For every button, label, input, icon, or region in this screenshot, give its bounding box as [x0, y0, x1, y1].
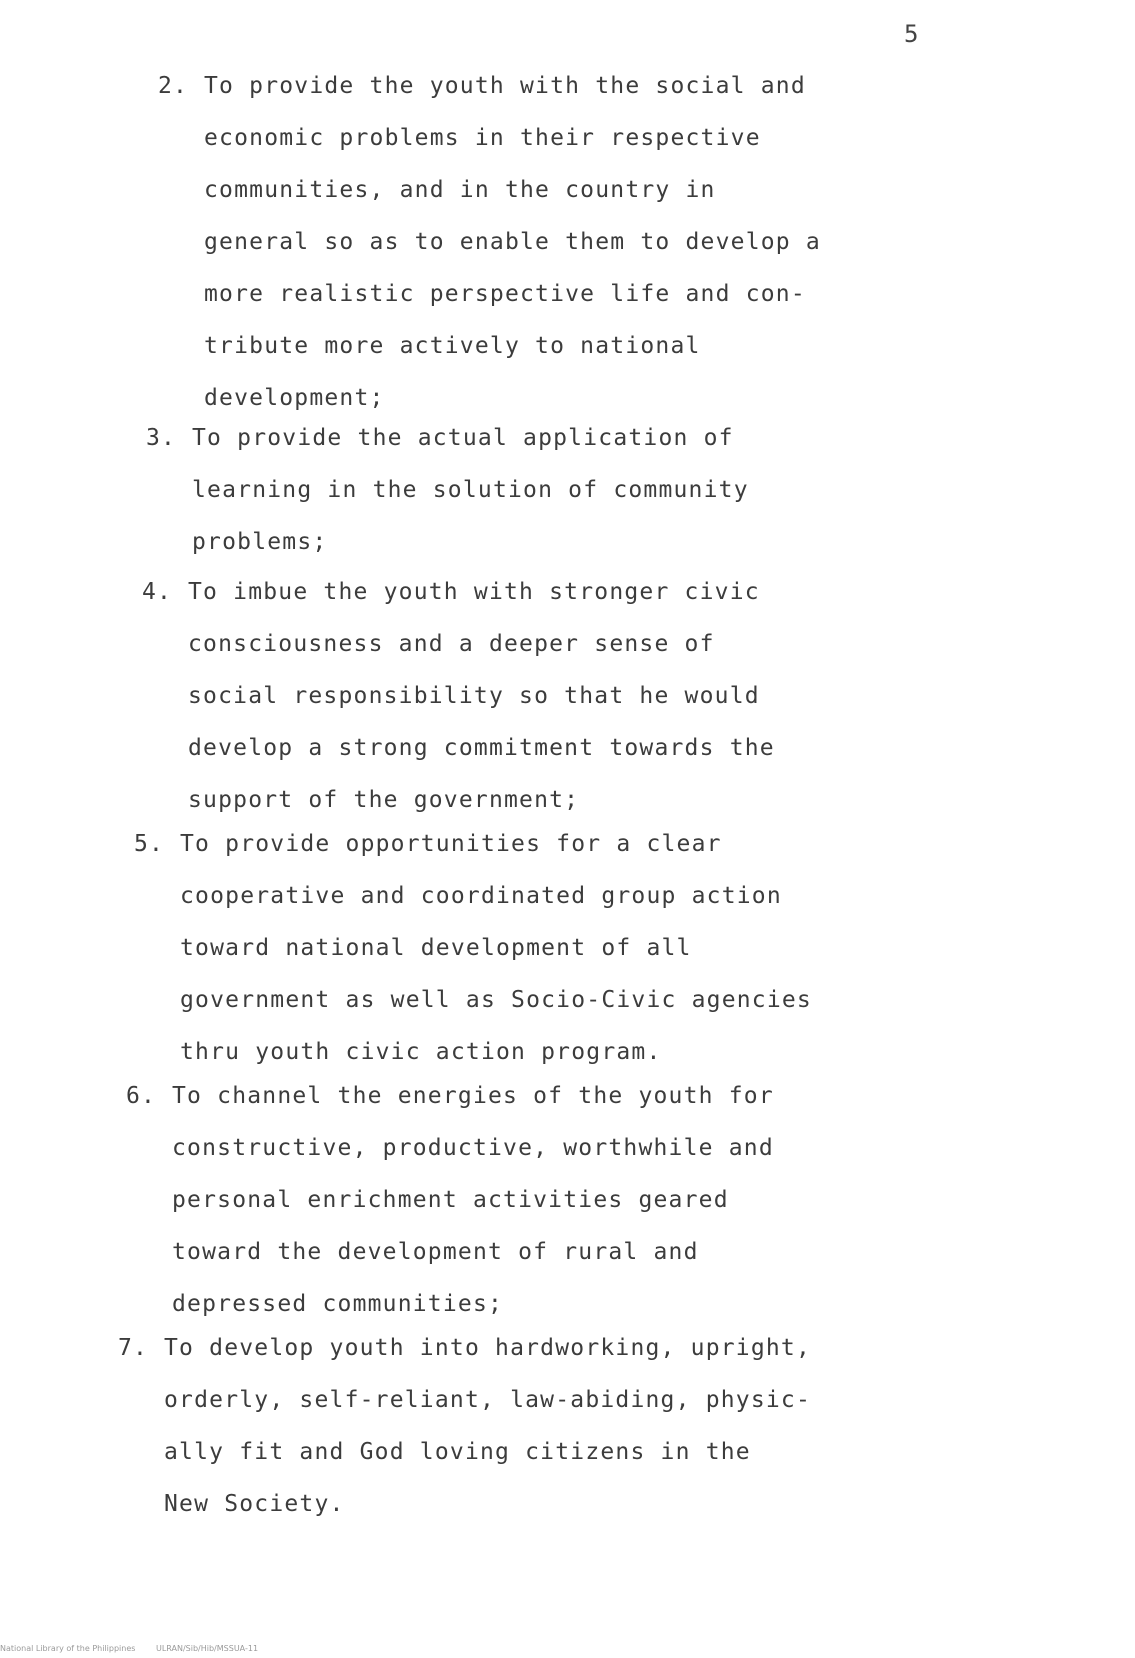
item-text — [192, 412, 749, 568]
text-line: ally fit and God loving citizens in the — [164, 1439, 751, 1465]
item-number: 5. — [134, 831, 165, 857]
text-line: To provide opportunities for a clear — [180, 831, 722, 857]
item-number: 2. — [158, 73, 189, 99]
text-line: To develop youth into hardworking, upright, — [164, 1335, 812, 1361]
text-line: development; — [204, 385, 385, 411]
text-line: learning in the solution of community — [192, 477, 749, 503]
text-line: more realistic perspective life and con- — [204, 281, 806, 307]
text-line: To provide the actual application of — [192, 425, 734, 451]
text-line: toward national development of all — [180, 935, 692, 961]
text-line: general so as to enable them to develop a — [204, 229, 821, 255]
item-text — [164, 1322, 811, 1530]
text-line: develop a strong commitment towards the — [188, 735, 775, 761]
footer-source: National Library of the Philippines — [0, 1644, 136, 1653]
text-line: New Society. — [164, 1491, 345, 1517]
text-line: support of the government; — [188, 787, 580, 813]
item-text — [204, 60, 821, 424]
text-line: economic problems in their respective — [204, 125, 761, 151]
text-line: personal enrichment activities geared — [172, 1187, 729, 1213]
text-line: cooperative and coordinated group action — [180, 883, 782, 909]
text-line: consciousness and a deeper sense of — [188, 631, 715, 657]
text-line: government as well as Socio-Civic agencies — [180, 987, 812, 1013]
item-number: 6. — [126, 1083, 157, 1109]
text-line: toward the development of rural and — [172, 1239, 699, 1265]
text-line: To provide the youth with the social and — [204, 73, 806, 99]
text-line: communities, and in the country in — [204, 177, 716, 203]
text-line: thru youth civic action program. — [180, 1039, 662, 1065]
text-line: constructive, productive, worthwhile and — [172, 1135, 774, 1161]
text-line: depressed communities; — [172, 1291, 504, 1317]
text-line: To imbue the youth with stronger civic — [188, 579, 760, 605]
text-line: problems; — [192, 529, 328, 555]
item-number: 3. — [146, 425, 177, 451]
text-line: tribute more actively to national — [204, 333, 701, 359]
text-line: To channel the energies of the youth for — [172, 1083, 774, 1109]
item-text — [172, 1070, 774, 1330]
text-line: social responsibility so that he would — [188, 683, 760, 709]
item-number: 4. — [142, 579, 173, 605]
page-number: 5 — [904, 20, 919, 48]
item-text — [180, 818, 812, 1078]
footer-watermark — [0, 1644, 276, 1653]
text-line: orderly, self-reliant, law-abiding, physic- — [164, 1387, 812, 1413]
item-number: 7. — [118, 1335, 149, 1361]
item-text — [188, 566, 775, 826]
footer-id: ULRAN/Sib/Hib/MSSUA-11 — [155, 1644, 259, 1653]
